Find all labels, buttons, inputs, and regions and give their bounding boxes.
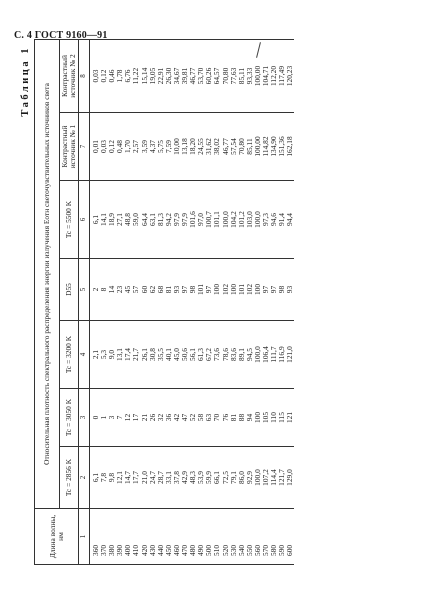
table-cell: 34,67 [171,67,181,85]
table-cell: 40,1 [163,348,173,361]
table-cell: 100,00 [252,65,262,87]
table-cell: 81 [228,413,238,422]
table-cell: 26 [147,413,157,422]
column-index: 6 [79,181,90,259]
table-cell: 100,7 [204,211,214,228]
table-cell: 62 [147,285,157,294]
table-cell: 17,7 [131,471,141,484]
table-cell: 60,26 [204,67,214,85]
table-cell: 94 [244,413,254,422]
tc3050-column [90,389,295,447]
table-cell: 52 [188,413,198,422]
table-cell: 3,59 [139,140,149,153]
table-cell: 46,77 [188,67,198,85]
column-index: 4 [79,321,90,389]
table-cell: 116,9 [277,346,287,363]
table-cell: 68 [155,285,165,294]
table-body-row [90,40,295,565]
table-cell: 97,9 [180,213,190,226]
table-cell: 32 [155,413,165,422]
table-cell: 121,0 [285,346,295,363]
table-cell: 97 [204,285,214,294]
table-cell: 10,00 [171,138,181,155]
table-cell: 470 [180,544,190,556]
table-cell: 1 [99,415,109,420]
table-cell: 94,5 [244,348,254,361]
table-cell: 380 [107,544,117,556]
table-cell: 420 [139,544,149,556]
table-cell: 101,2 [236,211,246,228]
table-cell: 97 [260,285,270,294]
table-cell: 76 [220,413,230,422]
table-cell: 73,6 [212,348,222,361]
table-cell: 63 [204,413,214,422]
table-cell: 5,75 [155,140,165,153]
table-cell: 77,63 [228,67,238,85]
table-cell: 38,02 [212,138,222,155]
table-cell: 93,33 [244,67,254,85]
column-index: 7 [79,113,90,181]
table-cell: 490 [196,544,206,556]
table-cell: 36 [163,413,173,422]
table-cell: 100 [212,283,222,296]
table-cell: 94,4 [285,213,295,226]
table-cell: 21 [139,413,149,422]
table-cell: 162,18 [285,136,295,157]
table-cell: 590 [277,544,287,556]
table-cell: 35,5 [155,348,165,361]
table-cell: 19,05 [147,67,157,85]
table-cell: 56,1 [188,348,198,361]
table-cell: 9,0 [107,349,117,360]
table-cell: 410 [131,544,141,556]
table-cell: 31,62 [204,138,214,155]
table-cell: 98 [277,285,287,294]
table-cell: 57,54 [228,138,238,155]
table-cell: 28,7 [155,471,165,484]
table-cell: 78,6 [220,348,230,361]
table-cell: 151,36 [277,136,287,157]
header-tc3050: Tc = 3050 K [60,389,79,447]
table-cell: 100,0 [252,211,262,228]
header-wavelength: Длина волны, нм [35,509,79,565]
table-cell: 9,8 [107,472,117,483]
table-cell: 14,1 [99,213,109,226]
table-cell: 45,0 [171,348,181,361]
table-cell: 97 [269,285,279,294]
table-cell: 12 [123,413,133,422]
table-cell: 70,80 [220,67,230,85]
table-cell: 112,20 [269,65,279,87]
table-cell: 129,0 [285,469,295,486]
table-cell: 570 [260,544,270,556]
table-cell: 6,1 [91,214,100,225]
table-cell: 42,9 [180,471,190,484]
table-cell: 66,1 [212,471,222,484]
table-cell: 15,14 [139,67,149,85]
header-tc2856: Tc = 2856 K [60,447,79,509]
table-cell: 12,1 [115,471,125,484]
table-cell: 91,4 [277,213,287,226]
table-cell: 102 [244,283,254,296]
tc5500-column [90,181,295,259]
table-cell: 83,6 [228,348,238,361]
header-tc3200: Tc = 3200 K [60,321,79,389]
table-cell: 430 [147,544,157,556]
table-cell: 59,9 [204,471,214,484]
spectral-distribution-table [34,39,294,565]
table-cell: 63,1 [147,213,157,226]
table-cell: 114,82 [260,136,270,157]
table-cell: 14 [107,285,117,294]
table-cell: 81,3 [155,213,165,226]
table-cell: 64,4 [139,213,149,226]
table-cell: 94,2 [163,213,173,226]
table-cell: 450 [163,544,173,556]
table-cell: 23 [115,285,125,294]
table-cell: 100 [228,283,238,296]
table-cell: 104,71 [260,65,270,87]
table-cell: 42 [171,413,181,422]
table-cell: 105 [260,411,270,424]
table-cell: 27,1 [115,213,125,226]
table-cell: 460 [171,544,181,556]
table-cell: 70 [212,413,222,422]
table-cell: 6,76 [123,69,133,83]
table-cell: 11,22 [131,67,141,85]
table-cell: 550 [244,544,254,556]
table-cell: 57 [131,285,141,294]
table-cell: 580 [269,544,279,556]
table-cell: 7 [115,415,125,420]
table-cell: 115 [277,412,287,423]
table-cell: 120,23 [285,65,295,87]
table-cell: 0,01 [91,140,100,153]
table-cell: 17 [131,413,141,422]
table-cell: 101,1 [212,211,222,228]
table-cell: 0,03 [99,140,109,153]
column-index: 1 [79,509,90,565]
table-cell: 85,11 [244,138,254,155]
table-cell: 106,4 [260,346,270,363]
table-cell: 93 [171,285,181,294]
table-cell: 360 [91,544,100,556]
table-cell: 46,77 [220,138,230,155]
table-cell: 0,12 [107,140,117,153]
table-cell: 97,9 [171,213,181,226]
table-cell: 64,57 [212,67,222,85]
table-cell: 85,11 [236,67,246,85]
table-cell: 7,59 [163,140,173,153]
table-cell: 94,6 [269,213,279,226]
table-cell: 530 [228,544,238,556]
table-cell: 86,0 [236,471,246,484]
table-cell: 2 [91,287,100,292]
tc2856-column [90,447,295,509]
table-cell: 37,8 [171,471,181,484]
table-cell: 0,03 [91,69,100,83]
table-cell: 72,5 [220,471,230,484]
table-cell: 134,90 [269,136,279,157]
table-cell: 2,1 [91,349,100,360]
table-cell: 480 [188,544,198,556]
table-cell: 22,91 [155,67,165,85]
table-cell: 100,00 [252,136,262,157]
table-cell: 14,7 [123,471,133,484]
table-cell: 60 [139,285,149,294]
table-cell: 101,6 [188,211,198,228]
table-cell: 114,4 [269,469,279,486]
table-cell: 101 [236,283,246,296]
table-cell: 53,70 [196,67,206,85]
table-cell: 1,70 [123,140,133,153]
table-cell: 390 [115,544,125,556]
table-cell: 101 [196,283,206,296]
table-cell: 18,9 [107,213,117,226]
table-cell: 58 [196,413,206,422]
table-cell: 47 [180,413,190,422]
table-cell: 81 [163,285,173,294]
table-cell: 103,0 [244,211,254,228]
table-cell: 0,46 [107,69,117,83]
column-index-row [79,40,90,565]
wavelength-column [90,509,295,565]
table-cell: 111,7 [269,346,279,363]
table-cell: 98 [188,285,198,294]
table-cell: 13,18 [180,138,190,155]
table-cell: 79,1 [228,471,238,484]
table-cell: 117,49 [277,65,287,87]
table-cell: 0 [91,415,100,420]
table-cell: 45 [123,285,133,294]
table-cell: 400 [123,544,133,556]
table-cell: 1,78 [115,69,125,83]
column-index: 3 [79,389,90,447]
d55-column [90,259,295,321]
table-cell: 48,3 [188,471,198,484]
header-group-title: Относительная плотность спектрального распределения энергии излучения Eотн светочувствительных источников света [35,40,60,509]
table-cell: 93 [285,285,295,294]
header-tc5500: Tc = 5500 K [60,181,79,259]
table-cell: 13,1 [115,348,125,361]
table-cell: 67,2 [204,348,214,361]
table-cell: 21,0 [139,471,149,484]
table-cell: 100,0 [220,211,230,228]
table-cell: 26,1 [139,348,149,361]
table-cell: 102 [220,283,230,296]
table-cell: 8 [99,287,109,292]
table-cell: 24,55 [196,138,206,155]
column-index: 5 [79,259,90,321]
table-cell: 121 [285,411,295,424]
table-cell: 2,57 [131,140,141,153]
table-cell: 59,0 [131,213,141,226]
table-cell: 70,80 [236,138,246,155]
tc3200-column [90,321,295,389]
table-cell: 24,7 [147,471,157,484]
table-cell: 50,6 [180,348,190,361]
rotated-table-page [20,40,412,565]
table-cell: 370 [99,544,109,556]
table-cell: 510 [212,544,222,556]
table-cell: 97,0 [196,213,206,226]
table-cell: 440 [155,544,165,556]
table-cell: 600 [285,544,295,556]
table-cell: 89,1 [236,348,246,361]
table-cell: 17,4 [123,348,133,361]
page-header: С. 4 ГОСТ 9160—91 [14,30,108,41]
table-cell: 107,2 [260,469,270,486]
table-caption: Таблица 1 [20,46,31,117]
table-cell: 97 [180,285,190,294]
contrast1-column [90,113,295,181]
table-cell: 0,48 [115,140,125,153]
column-index: 8 [79,40,90,113]
table-cell: 5,3 [99,349,109,360]
table-cell: 30,8 [147,348,157,361]
table-cell: 121,7 [277,469,287,486]
table-cell: 33,1 [163,471,173,484]
table-cell: 104,2 [228,211,238,228]
table-cell: 560 [252,544,262,556]
contrast2-column [90,40,295,113]
table-cell: 39,81 [180,67,190,85]
table-cell: 53,9 [196,471,206,484]
table-cell: 21,7 [131,348,141,361]
table-cell: 3 [107,415,117,420]
table-cell: 92,9 [244,471,254,484]
header-contrast2: Контрастный источник № 2 [60,40,79,113]
table-cell: 4,37 [147,140,157,153]
table-cell: 100 [252,283,262,296]
table-cell: 26,30 [163,67,173,85]
table-cell: 6,1 [91,472,100,483]
table-cell: 0,12 [99,69,109,83]
table-cell: 100,0 [252,469,262,486]
table-cell: 100,0 [252,346,262,363]
table-cell: 100 [252,411,262,424]
table-cell: 520 [220,544,230,556]
table-cell: 18,20 [188,138,198,155]
table-cell: 97,3 [260,213,270,226]
column-index: 2 [79,447,90,509]
table-cell: 7,8 [99,472,109,483]
table-cell: 500 [204,544,214,556]
header-d55: D55 [60,259,79,321]
header-contrast1: Контрастный источник № 1 [60,113,79,181]
table-cell: 61,3 [196,348,206,361]
table-cell: 540 [236,544,246,556]
table-cell: 48,8 [123,213,133,226]
table-cell: 88 [236,413,246,422]
table-cell: 110 [269,412,279,423]
